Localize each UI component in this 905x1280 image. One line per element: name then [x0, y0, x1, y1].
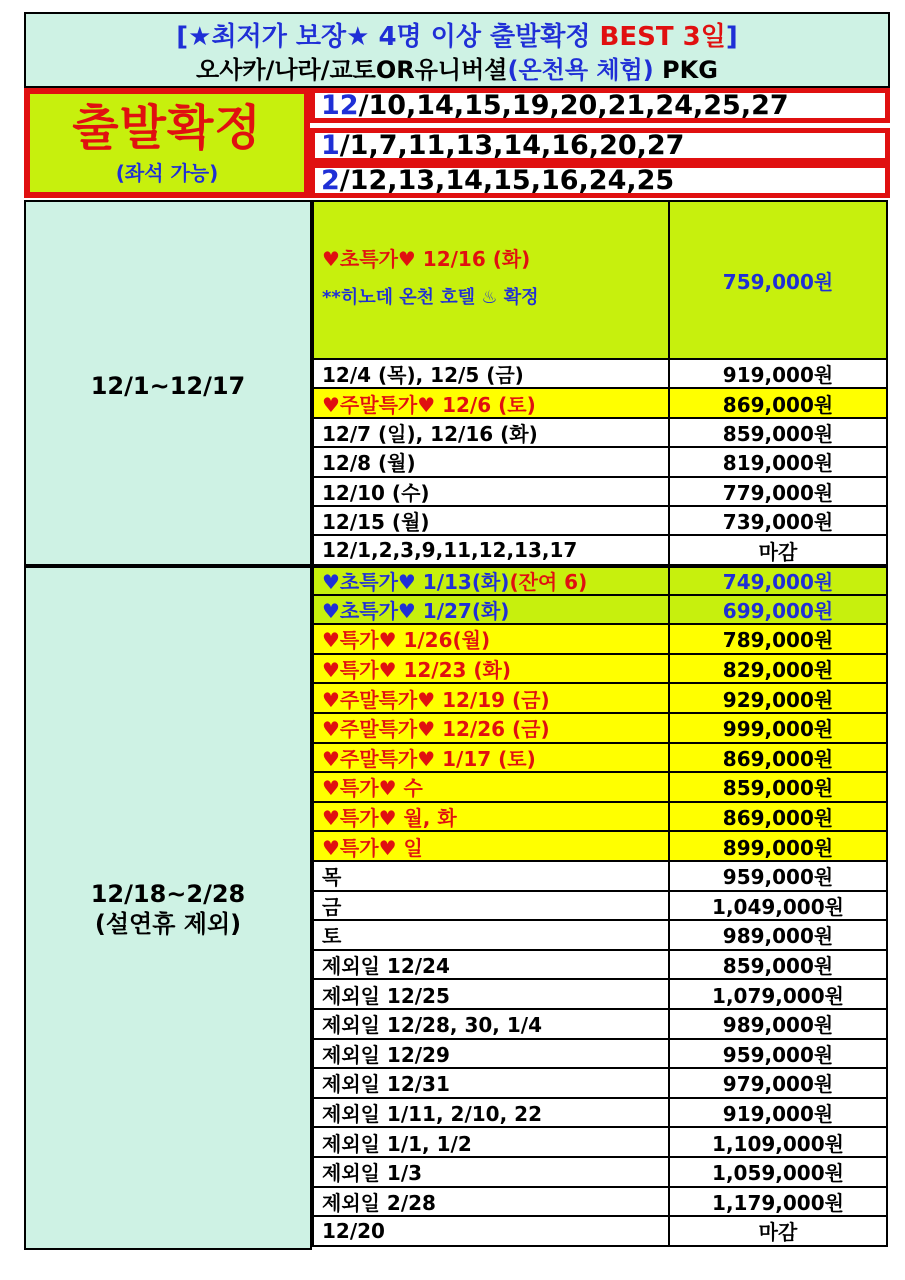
price-row — [312, 714, 888, 744]
date-text: ♥주말특가♥ 1/17 (토) — [322, 746, 536, 771]
price-cell: 859,000원 — [722, 954, 834, 979]
date-cell — [314, 980, 670, 1008]
date-cell — [314, 1099, 670, 1127]
date-cell — [314, 1040, 670, 1068]
date-text: ♥특가♥ 일 — [322, 835, 423, 860]
price-cell: 869,000원 — [722, 392, 834, 417]
date-text: ♥주말특가♥ 12/26 (금) — [322, 717, 550, 742]
departure-dates-december — [310, 88, 890, 123]
price-cell: 869,000원 — [722, 806, 834, 831]
date-cell — [314, 832, 670, 860]
price-row — [312, 1010, 888, 1040]
price-row — [312, 1158, 888, 1188]
period-label: 12/18~2/28 — [90, 880, 246, 908]
date-text: 12/1,2,3,9,11,12,13,17 — [322, 538, 578, 563]
date-text: ♥특가♥ 월, 화 — [322, 806, 457, 831]
departure-days: /10,14,15,19,20,21,24,25,27 — [358, 90, 789, 121]
price-row — [312, 448, 888, 477]
price-cell: 699,000원 — [722, 598, 834, 623]
date-cell — [314, 536, 670, 563]
date-text: ♥주말특가♥ 12/6 (토) — [322, 392, 536, 417]
date-cell — [314, 389, 670, 416]
date-cell — [314, 568, 670, 594]
price-row — [312, 951, 888, 981]
date-cell — [314, 744, 670, 772]
price-cell: 829,000원 — [722, 658, 834, 683]
price-row — [312, 980, 888, 1010]
price-row — [312, 892, 888, 922]
date-cell — [314, 1188, 670, 1216]
price-row — [312, 625, 888, 655]
title-line-1 — [26, 22, 888, 52]
price-row — [312, 596, 888, 626]
featured-price: 759,000원 — [722, 269, 834, 294]
date-cell — [314, 1158, 670, 1186]
price-cell: 739,000원 — [722, 510, 834, 535]
price-cell: 989,000원 — [722, 924, 834, 949]
date-text: 목 — [322, 865, 342, 890]
price-row — [312, 1128, 888, 1158]
price-cell: 1,079,000원 — [712, 983, 844, 1008]
price-cell: 1,049,000원 — [712, 894, 844, 919]
date-text: 제외일 12/28, 30, 1/4 — [322, 1013, 542, 1038]
date-cell — [314, 1010, 670, 1038]
date-cell — [314, 1128, 670, 1156]
date-cell — [314, 1217, 670, 1245]
departure-confirmed-heading: 출발확정 — [72, 100, 262, 156]
date-cell — [314, 478, 670, 505]
date-text: 12/7 (일), 12/16 (화) — [322, 422, 538, 446]
departure-days: /12,13,14,15,16,24,25 — [339, 165, 675, 196]
date-cell — [314, 921, 670, 949]
title-line-2 — [26, 56, 888, 84]
date-cell — [314, 684, 670, 712]
price-row — [312, 921, 888, 951]
price-row — [312, 536, 888, 565]
title-line-1-suffix: ] — [725, 22, 738, 52]
departure-month: 1 — [321, 130, 340, 161]
date-text: 제외일 12/29 — [322, 1042, 450, 1067]
date-cell — [314, 892, 670, 920]
date-text: ♥주말특가♥ 12/19 (금) — [322, 687, 550, 712]
price-row — [312, 655, 888, 685]
date-text: ♥특가♥ 1/26(월) — [322, 628, 491, 653]
price-row — [312, 507, 888, 536]
date-cell — [314, 773, 670, 801]
price-cell: 1,059,000원 — [712, 1161, 844, 1186]
date-cell — [314, 951, 670, 979]
title-onsen-label: (온천욕 체험) — [507, 56, 654, 84]
date-cell — [314, 714, 670, 742]
date-text: 12/8 (월) — [322, 451, 416, 476]
remaining-seats-note: (잔여 6) — [509, 570, 588, 595]
date-text: 12/15 (월) — [322, 510, 430, 535]
price-cell: 959,000원 — [722, 865, 834, 890]
price-cell: 마감 — [758, 539, 798, 564]
period-label-section-1 — [24, 200, 312, 566]
price-cell: 979,000원 — [722, 1072, 834, 1097]
featured-hotel-note: **히노데 온천 호텔 ♨ 확정 — [322, 287, 539, 308]
featured-deal-label: ♥초특가♥ 12/16 (화) — [322, 247, 531, 271]
date-cell — [314, 655, 670, 683]
date-text: 12/4 (목), 12/5 (금) — [322, 363, 524, 388]
departure-month: 12 — [321, 90, 359, 121]
date-text: 제외일 12/24 — [322, 954, 450, 979]
departure-confirmed-box — [24, 88, 310, 198]
departure-month: 2 — [321, 165, 340, 196]
price-cell: 919,000원 — [722, 363, 834, 388]
date-text: ♥초특가♥ 1/27(화) — [322, 598, 510, 623]
price-cell: 779,000원 — [722, 480, 834, 505]
date-text: 제외일 12/25 — [322, 983, 450, 1008]
date-text: 12/20 — [322, 1218, 385, 1243]
departure-dates-january — [310, 128, 890, 163]
price-cell: 919,000원 — [722, 1102, 834, 1127]
title-line-2-prefix: 오사카/나라/교토OR유니버셜 — [196, 56, 508, 84]
price-row — [312, 773, 888, 803]
price-row — [312, 478, 888, 507]
date-text: 제외일 1/1, 1/2 — [322, 1131, 472, 1156]
price-row — [312, 360, 888, 389]
price-cell: 869,000원 — [722, 746, 834, 771]
price-cell: 859,000원 — [722, 422, 834, 446]
title-best-label: BEST 3일 — [599, 22, 726, 52]
date-text: ♥특가♥ 12/23 (화) — [322, 658, 511, 683]
date-cell — [314, 596, 670, 624]
price-row — [312, 1099, 888, 1129]
date-cell — [314, 448, 670, 475]
date-text: 제외일 12/31 — [322, 1072, 450, 1097]
date-text: 금 — [322, 894, 342, 919]
date-text: 12/10 (수) — [322, 480, 430, 505]
price-cell: 1,179,000원 — [712, 1190, 844, 1215]
date-text: 제외일 1/3 — [322, 1161, 423, 1186]
seats-available-note: (좌석 가능) — [115, 161, 219, 185]
price-cell: 959,000원 — [722, 1042, 834, 1067]
price-cell: 749,000원 — [722, 570, 834, 595]
price-row — [312, 389, 888, 418]
date-text: 제외일 2/28 — [322, 1190, 436, 1215]
date-cell — [314, 625, 670, 653]
price-row — [312, 419, 888, 448]
date-text: 토 — [322, 924, 342, 949]
page-title-box — [24, 12, 890, 88]
featured-price-row — [312, 200, 888, 360]
date-cell — [314, 862, 670, 890]
price-row — [312, 744, 888, 774]
price-row — [312, 1069, 888, 1099]
price-cell: 999,000원 — [722, 717, 834, 742]
price-cell: 789,000원 — [722, 628, 834, 653]
date-cell — [314, 360, 670, 387]
price-cell: 819,000원 — [722, 451, 834, 476]
featured-date-cell — [314, 202, 670, 358]
date-cell — [314, 419, 670, 446]
date-cell — [314, 803, 670, 831]
date-text: ♥초특가♥ 1/13(화) — [322, 570, 510, 595]
price-row — [312, 1217, 888, 1247]
price-cell: 899,000원 — [722, 835, 834, 860]
price-row — [312, 1040, 888, 1070]
price-row — [312, 684, 888, 714]
price-row — [312, 566, 888, 596]
period-label: 12/1~12/17 — [90, 372, 246, 400]
price-cell: 929,000원 — [722, 687, 834, 712]
price-row — [312, 803, 888, 833]
price-row — [312, 1188, 888, 1218]
price-row — [312, 862, 888, 892]
title-line-2-suffix: PKG — [653, 56, 718, 84]
date-cell — [314, 507, 670, 534]
date-cell — [314, 1069, 670, 1097]
date-text: 제외일 1/11, 2/10, 22 — [322, 1102, 542, 1127]
period-label-section-2 — [24, 566, 312, 1250]
price-cell: 989,000원 — [722, 1013, 834, 1038]
departure-dates-february — [310, 163, 890, 198]
price-row — [312, 832, 888, 862]
title-line-1-prefix: [★최저가 보장★ 4명 이상 출발확정 — [176, 22, 600, 52]
period-label-note: (설연휴 제외) — [94, 910, 242, 938]
price-cell: 마감 — [758, 1220, 798, 1245]
date-text: ♥특가♥ 수 — [322, 776, 423, 801]
price-cell: 859,000원 — [722, 776, 834, 801]
departure-days: /1,7,11,13,14,16,20,27 — [339, 130, 685, 161]
price-cell: 1,109,000원 — [712, 1131, 844, 1156]
